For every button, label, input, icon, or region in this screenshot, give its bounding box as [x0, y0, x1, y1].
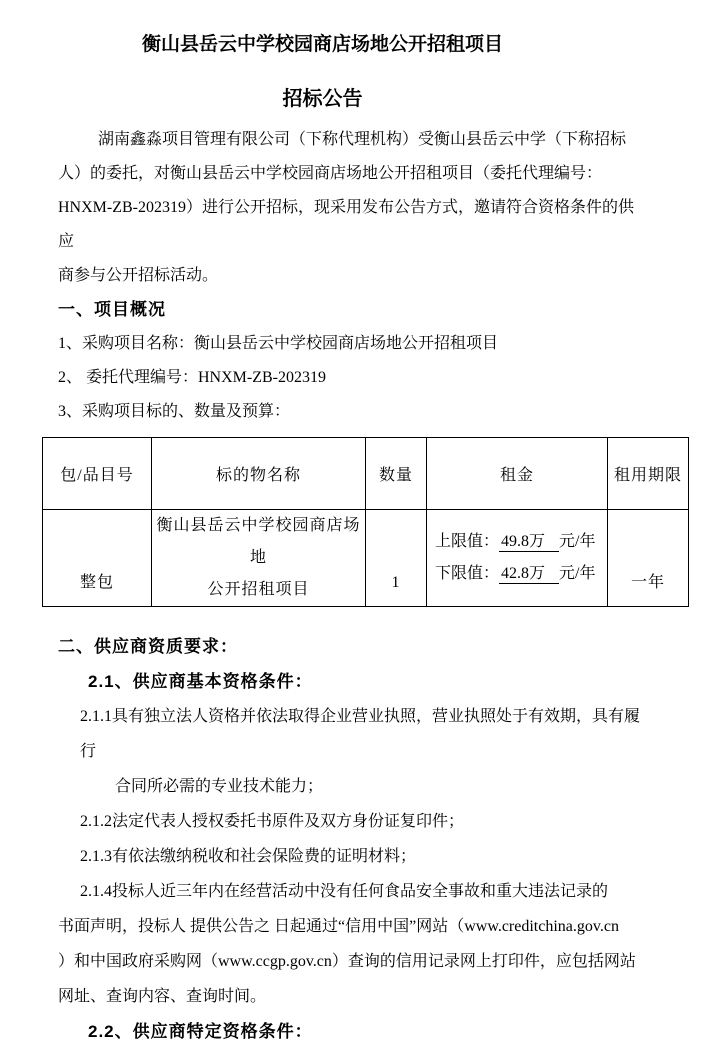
- intro-paragraph: [58, 123, 645, 293]
- cell-quantity: 1: [366, 510, 427, 607]
- item-2-1-4-continued-2: ）和中国政府采购网（www.ccgp.gov.cn）查询的信用记录网上打印件，应包括网站: [58, 953, 636, 970]
- rent-lower-unit: 元/年: [559, 565, 596, 582]
- table-row: [43, 510, 689, 607]
- item-2-1-1: 2.1.1具有独立法人资格并依法取得企业营业执照，营业执照处于有效期，具有履行: [80, 708, 641, 760]
- item-2-1-2: 2.1.2法定代表人授权委托书原件及双方身份证复印件；: [80, 813, 465, 830]
- section1-item-2: 2、 委托代理编号：HNXM-ZB-202319: [58, 369, 326, 386]
- header-quantity: 数量: [366, 438, 427, 510]
- rent-lower-label: 下限值：: [435, 565, 500, 582]
- section2-2-heading: 2.2、供应商特定资格条件：: [88, 1022, 313, 1041]
- item-2-1-4-continued-1: 书面声明，投标人 提供公告之 日起通过“信用中国”网站（www.creditchina.gov.cn: [58, 918, 619, 935]
- header-package-number: 包/品目号: [43, 438, 152, 510]
- rent-upper-unit: 元/年: [559, 533, 596, 550]
- page-subtitle: 招标公告: [282, 88, 363, 110]
- cell-subject-name: [152, 510, 366, 607]
- intro-line-1: 湖南鑫淼项目管理有限公司（下称代理机构）受衡山县岳云中学（下称招标: [98, 131, 627, 148]
- cell-rent: [427, 510, 608, 607]
- item-2-1-4: 2.1.4投标人近三年内在经营活动中没有任何食品安全事故和重大违法记录的: [80, 883, 609, 900]
- section2-1-heading: 2.1、供应商基本资格条件：: [88, 672, 313, 691]
- intro-line-4: 商参与公开招标活动。: [58, 267, 219, 284]
- section1-item-1: 1、采购项目名称：衡山县岳云中学校园商店场地公开招租项目: [58, 335, 499, 352]
- table-header-row: [43, 438, 689, 510]
- rent-upper-label: 上限值：: [435, 533, 500, 550]
- section2: [58, 629, 645, 1049]
- intro-line-2: 人）的委托，对衡山县岳云中学校园商店场地公开招租项目（委托代理编号：: [58, 165, 603, 182]
- header-rent: 租金: [427, 438, 608, 510]
- intro-line-3: HNXM-ZB-202319）进行公开招标，现采用发布公告方式，邀请符合资格条件的供应: [58, 199, 634, 250]
- document-page: [0, 31, 701, 1041]
- subject-name-line-1: 衡山县岳云中学校园商店场地: [156, 517, 361, 566]
- cell-package: 整包: [43, 510, 152, 607]
- item-2-1-4-continued-3: 网址、查询内容、查询时间。: [58, 988, 267, 1005]
- header-rental-period: 租用期限: [608, 438, 689, 510]
- rent-lower-line: [435, 558, 607, 590]
- section1-item-3: 3、采购项目标的、数量及预算：: [58, 403, 291, 420]
- procurement-table: [42, 437, 689, 607]
- section1-heading: 一、项目概况: [58, 300, 166, 319]
- item-2-1-1-continued: 合同所必需的专业技术能力；: [115, 778, 324, 795]
- cell-period: 一年: [608, 510, 689, 607]
- rent-upper-value: 49.8万: [499, 533, 559, 552]
- subject-name-line-2: 公开招租项目: [207, 581, 310, 598]
- header-subject-name: 标的物名称: [152, 438, 366, 510]
- item-2-1-3: 2.1.3有依法缴纳税收和社会保险费的证明材料；: [80, 848, 417, 865]
- page-title: 衡山县岳云中学校园商店场地公开招租项目: [141, 34, 503, 55]
- rent-upper-line: [435, 526, 607, 558]
- rent-lower-value: 42.8万: [499, 565, 559, 584]
- section2-heading: 二、供应商资质要求：: [58, 637, 238, 656]
